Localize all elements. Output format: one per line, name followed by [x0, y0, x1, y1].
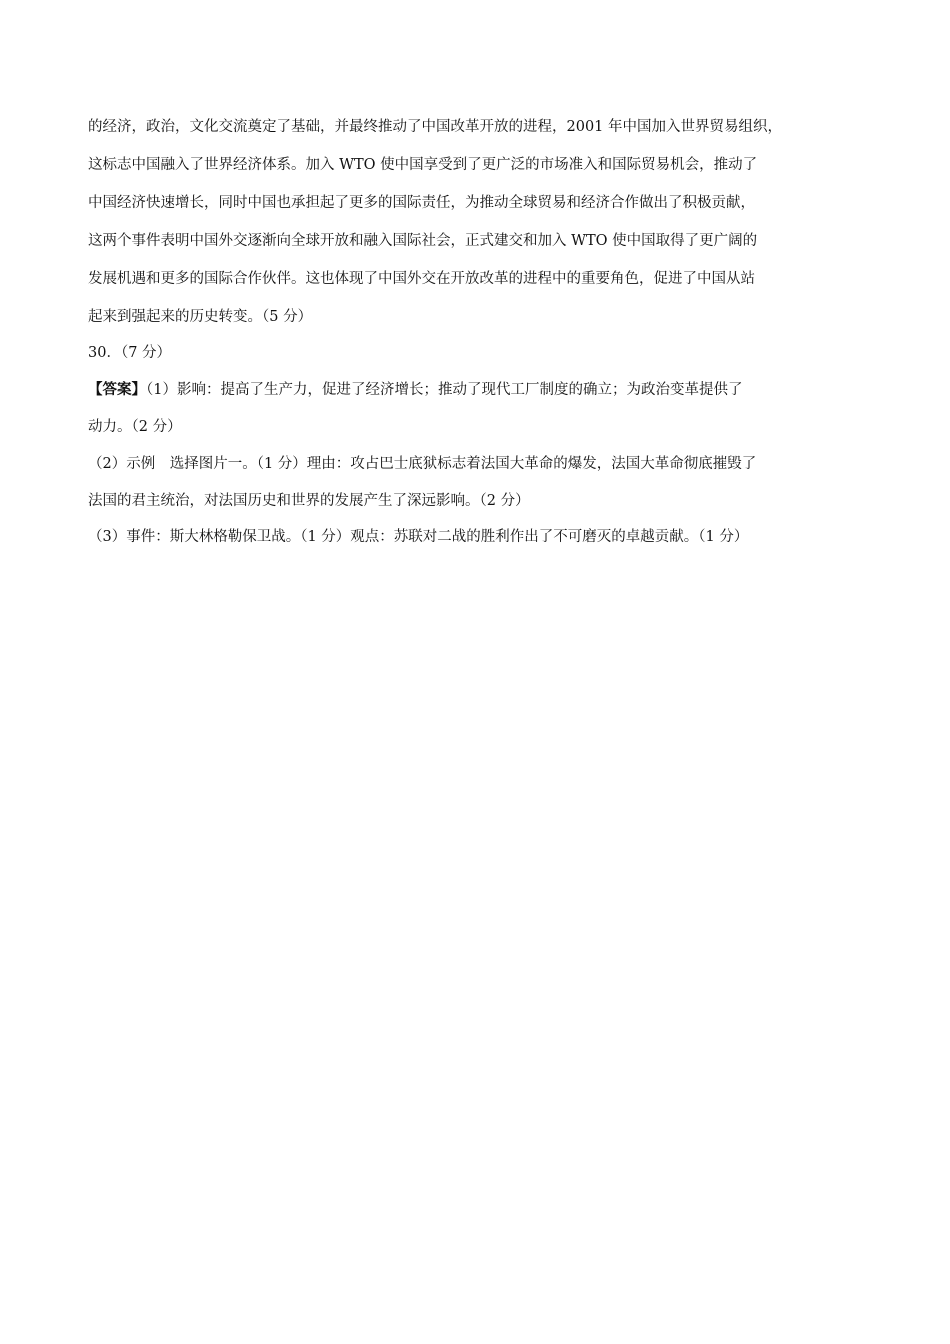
answer-part-2-line: （2）示例 选择图片一。（1 分）理由：攻占巴士底狱标志着法国大革命的爆发，法国大革命彻底摧毁了: [88, 456, 757, 472]
answer-part-2-line-2: 法国的君主统治，对法国历史和世界的发展产生了深远影响。（2 分）: [88, 493, 530, 509]
paragraph-line: 中国经济快速增长，同时中国也承担起了更多的国际责任，为推动全球贸易和经济合作做出了积极贡献，: [88, 195, 755, 211]
answer-part-1-line-2: 动力。（2 分）: [88, 419, 182, 435]
answer-part-3-line: （3）事件：斯大林格勒保卫战。（1 分）观点：苏联对二战的胜利作出了不可磨灭的卓越贡献。（1 分）: [88, 529, 749, 545]
answer-tag: 【答案】: [88, 381, 146, 398]
paragraph-line: 的经济，政治，文化交流奠定了基础，并最终推动了中国改革开放的进程，2001 年中国加入世界贸易组织，: [88, 119, 783, 135]
answer-part-1-line: [88, 380, 742, 400]
question-heading: 30．（7 分）: [88, 345, 172, 361]
paragraph-line: 起来到强起来的历史转变。（5 分）: [88, 309, 313, 325]
paragraph-line: 这标志中国融入了世界经济体系。加入 WTO 使中国享受到了更广泛的市场准入和国际贸易机会，推动了: [88, 157, 758, 173]
paragraph-line: 发展机遇和更多的国际合作伙伴。这也体现了中国外交在开放改革的进程中的重要角色，促进了中国从站: [88, 271, 755, 287]
paragraph-line: 这两个事件表明中国外交逐渐向全球开放和融入国际社会，正式建交和加入 WTO 使中国取得了更广阔的: [88, 233, 758, 249]
answer-part-1-text: （1）影响：提高了生产力，促进了经济增长；推动了现代工厂制度的确立；为政治变革提供了: [146, 382, 743, 398]
